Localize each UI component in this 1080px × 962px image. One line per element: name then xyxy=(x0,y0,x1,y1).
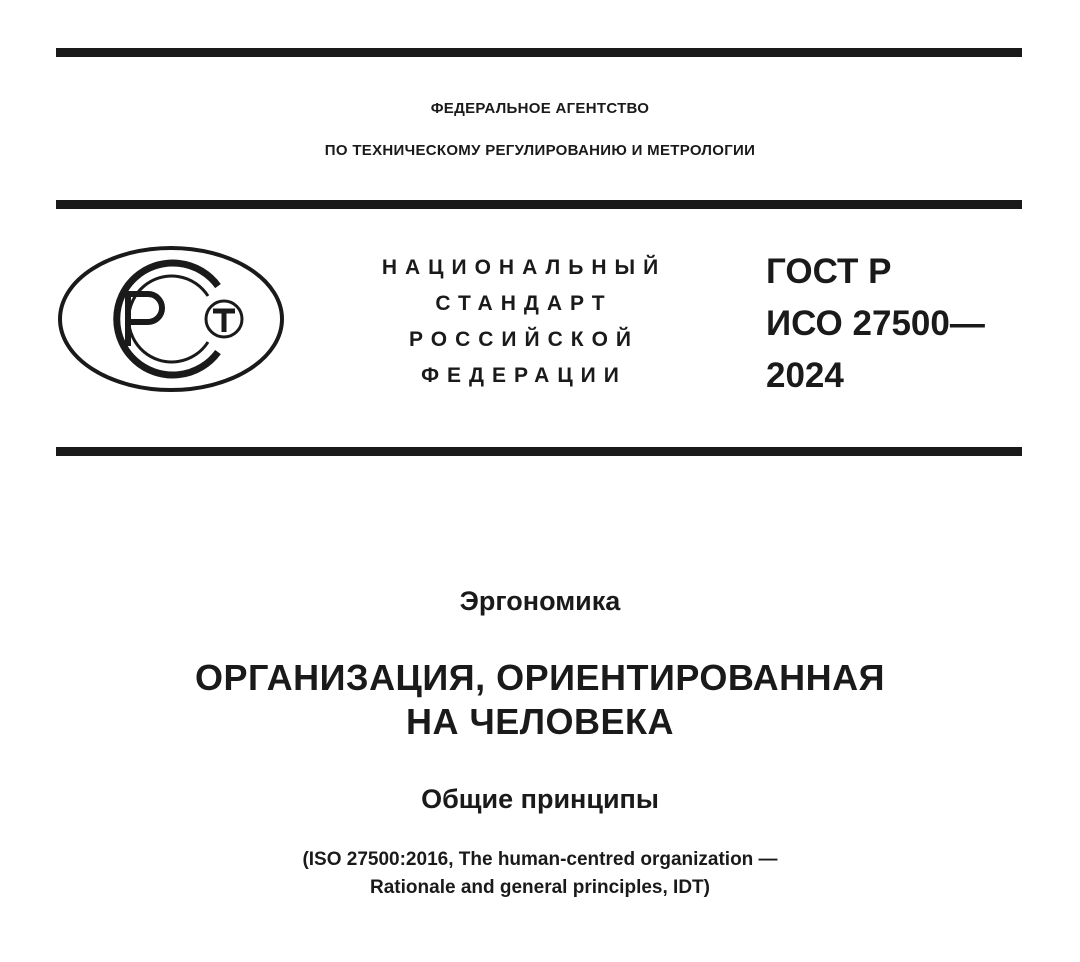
standard-type-line-4: ФЕДЕРАЦИИ xyxy=(421,364,627,387)
top-rule xyxy=(56,48,1022,57)
document-title xyxy=(0,656,1080,744)
standard-type-line-2: СТАНДАРТ xyxy=(435,292,613,315)
rst-mark-icon xyxy=(56,244,286,394)
agency-name-line-2: ПО ТЕХНИЧЕСКОМУ РЕГУЛИРОВАНИЮ И МЕТРОЛОГИИ xyxy=(324,142,756,159)
standard-type-line-1: НАЦИОНАЛЬНЫЙ xyxy=(381,256,667,279)
standard-designation xyxy=(766,246,985,402)
header-rule xyxy=(56,200,1022,209)
designation-line-3: 2024 xyxy=(766,356,844,395)
document-subtitle: Общие принципы xyxy=(421,784,659,814)
standard-type-line-3: РОССИЙСКОЙ xyxy=(409,328,639,351)
rst-logo-graphic xyxy=(56,244,286,394)
designation-line-2: ИСО 27500— xyxy=(766,304,985,343)
document-subject: Эргономика xyxy=(459,586,621,616)
title-line-2: НА ЧЕЛОВЕКА xyxy=(405,701,675,742)
standard-type xyxy=(348,250,700,394)
title-line-1: ОРГАНИЗАЦИЯ, ОРИЕНТИРОВАННАЯ xyxy=(194,657,885,698)
designation-line-1: ГОСТ Р xyxy=(766,252,892,291)
agency-name-line-1: ФЕДЕРАЛЬНОЕ АГЕНТСТВО xyxy=(430,100,650,117)
original-reference-line-1: (ISO 27500:2016, The human-centred organization — xyxy=(302,849,778,870)
original-reference-line-2: Rationale and general principles, IDT) xyxy=(370,877,710,898)
middle-rule xyxy=(56,447,1022,456)
original-standard-reference xyxy=(0,846,1080,902)
